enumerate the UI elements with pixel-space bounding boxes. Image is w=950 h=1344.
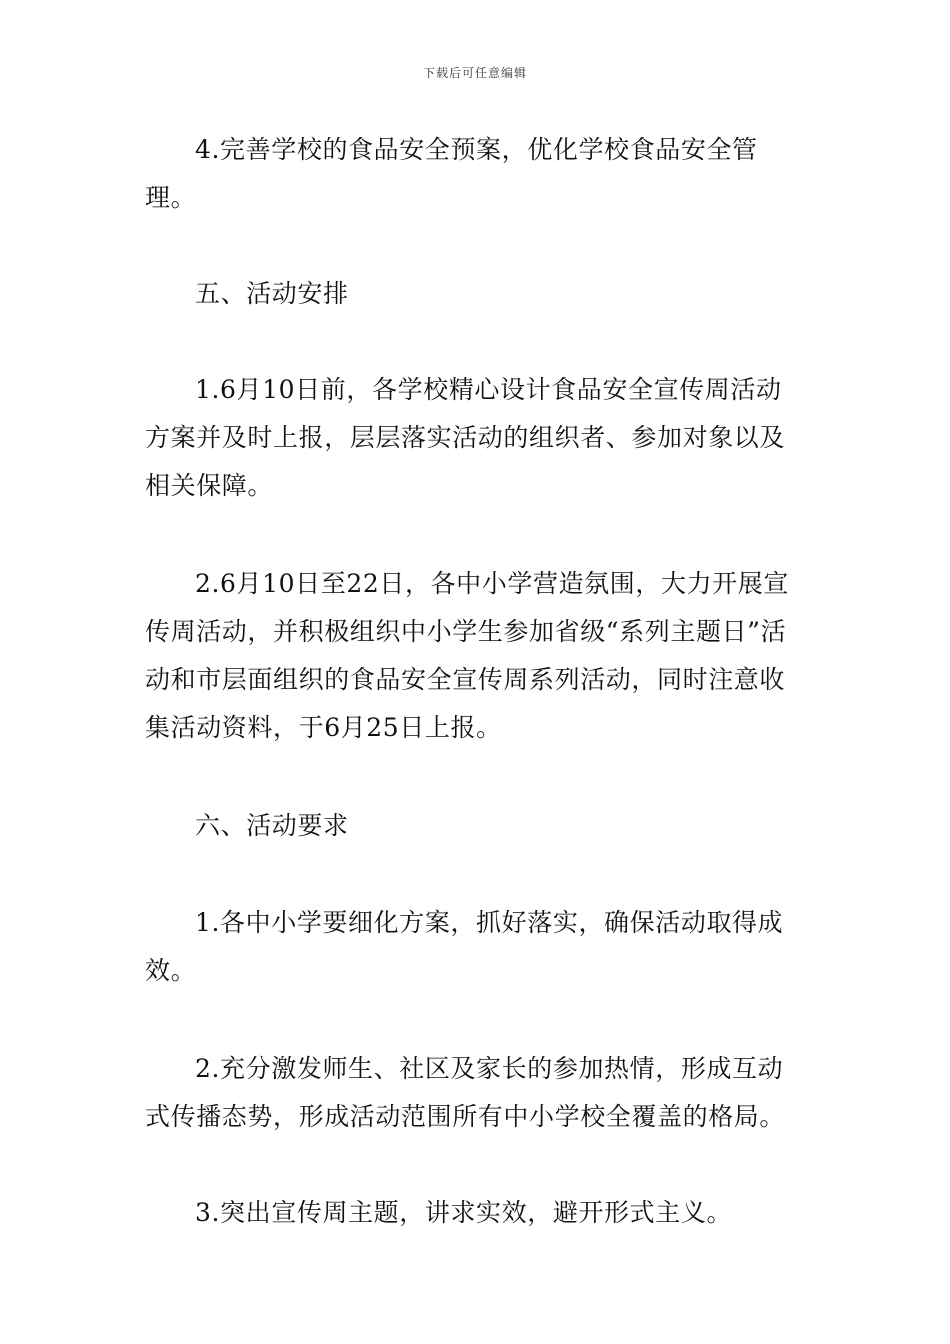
page-header: 下载后可任意编辑 — [422, 66, 527, 80]
document-body — [145, 126, 807, 1237]
paragraph-requirement-3: 3.突出宣传周主题，讲求实效，避开形式主义。 — [195, 1198, 733, 1227]
paragraph-arrangement-2: 2.6月10日至22日，各中小学营造氛围，大力开展宣传周活动，并积极组织中小学生参加省级“系列主题日”活动和市层面组织的食品安全宣传周系列活动，同时注意收集活动资料，于6月25日上报。 — [145, 569, 789, 742]
paragraph-arrangement-1: 1.6月10日前，各学校精心设计食品安全宣传周活动方案并及时上报，层层落实活动的组织者、参加对象以及相关保障。 — [145, 375, 786, 500]
section-heading-activity-arrangement: 五、活动安排 — [195, 279, 349, 308]
paragraph-requirement-1: 1.各中小学要细化方案，抓好落实，确保活动取得成效。 — [145, 908, 784, 985]
paragraph-measure-4: 4.完善学校的食品安全预案，优化学校食品安全管理。 — [145, 135, 758, 212]
section-heading-activity-requirements: 六、活动要求 — [195, 811, 349, 840]
paragraph-requirement-2: 2.充分激发师生、社区及家长的参加热情，形成互动式传播态势，形成活动范围所有中小学校全覆盖的格局。 — [145, 1054, 786, 1131]
